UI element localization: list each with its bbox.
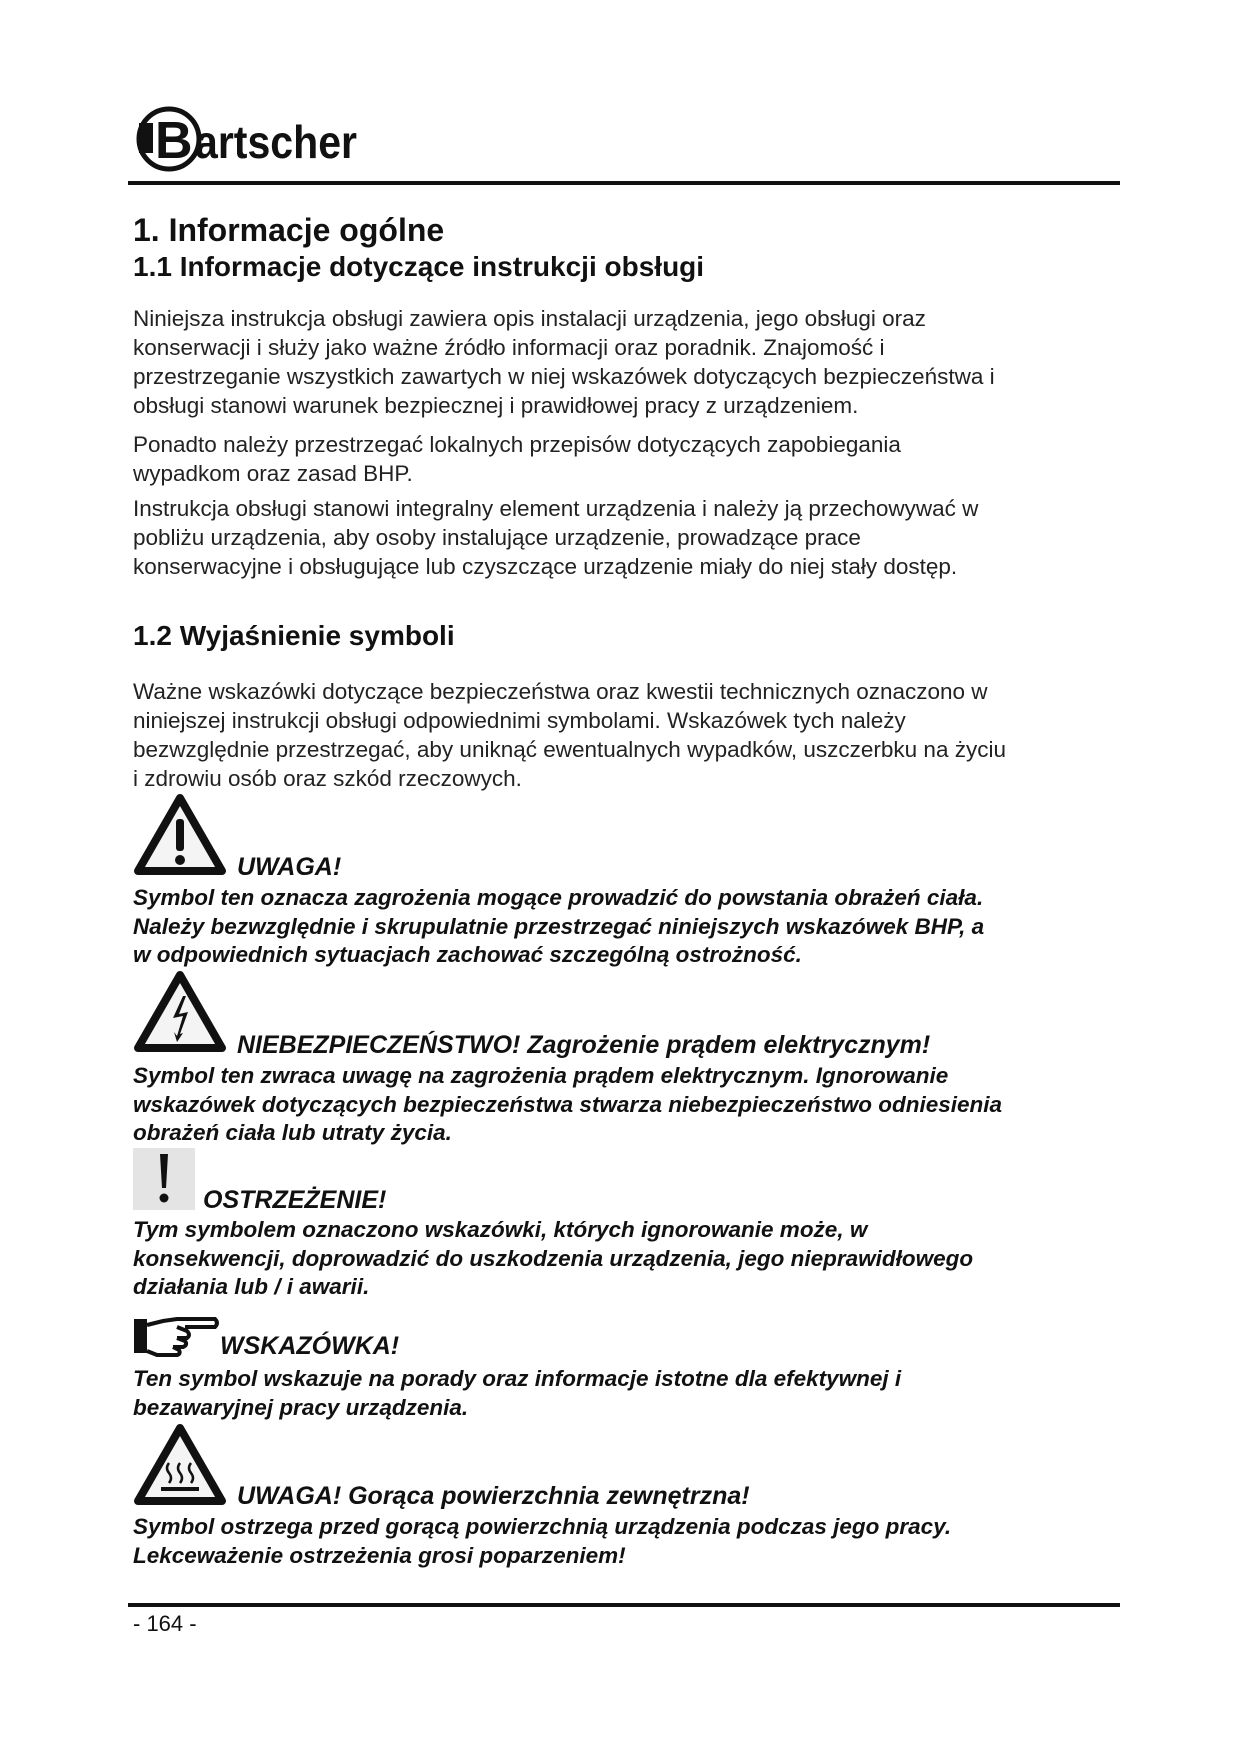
header-rule [128, 181, 1120, 185]
symbol-title: OSTRZEŻENIE! [203, 1186, 387, 1214]
text-line: Ważne wskazówki dotyczące bezpieczeństwa oraz kwestii technicznych oznaczono w [133, 679, 988, 704]
text-line: Ten symbol wskazuje na porady oraz informacje istotne dla efektywnej i [133, 1366, 902, 1391]
text-line: Należy bezwzględnie i skrupulatnie przestrzegać niniejszych wskazówek BHP, a [133, 913, 985, 939]
section-heading-1-1: 1.1 Informacje dotyczące instrukcji obsługi [133, 251, 705, 282]
text-line: w odpowiednich sytuacjach zachować szczególną ostrożność. [133, 942, 802, 967]
svg-text:B: B [155, 112, 193, 170]
text-line: i zdrowiu osób oraz szkód rzeczowych. [133, 766, 522, 791]
bartscher-logo [135, 103, 365, 180]
symbol-description [133, 1062, 1002, 1148]
page-title: 1. Informacje ogólne [133, 212, 445, 248]
text-line: przestrzeganie wszystkich zawartych w niej wskazówek dotyczących bezpieczeństwa i [133, 364, 995, 389]
symbol-title: UWAGA! Gorąca powierzchnia zewnętrzna! [237, 1482, 750, 1510]
symbol-title: NIEBEZPIECZEŃSTWO! Zagrożenie prądem elektrycznym! [237, 1031, 931, 1059]
text-line: konserwacyjne i obsługujące lub czyszczące urządzenie miały do niej stały dostęp. [133, 554, 958, 579]
text-line: wskazówek dotyczących bezpieczeństwa stwarza niebezpieczeństwo odniesienia [133, 1091, 1003, 1117]
text-line: Symbol ten oznacza zagrożenia mogące prowadzić do powstania obrażeń ciała. [133, 885, 984, 910]
text-line: Ponadto należy przestrzegać lokalnych przepisów dotyczących zapobiegania [133, 432, 901, 457]
hot-surface-icon [133, 1423, 227, 1512]
symbol-description [133, 1365, 901, 1422]
paragraph [133, 494, 978, 581]
symbol-description [133, 1513, 951, 1570]
text-line: Symbol ostrzega przed gorącą powierzchnią urządzenia podczas jego pracy. [133, 1514, 952, 1539]
text-line: Lekceważenie ostrzeżenia grosi poparzeniem! [133, 1542, 626, 1568]
text-line: obsługi stanowi warunek bezpiecznej i prawidłowej pracy z urządzeniem. [133, 393, 859, 418]
text-line: Symbol ten zwraca uwagę na zagrożenia prądem elektrycznym. Ignorowanie [133, 1063, 949, 1088]
warning-triangle-icon [133, 793, 227, 882]
text-line: niniejszej instrukcji obsługi odpowiednimi symbolami. Wskazówek tych należy [133, 708, 906, 733]
text-line: bezwzględnie przestrzegać, aby uniknąć ewentualnych wypadków, uszczerbku na życiu [133, 737, 1006, 762]
text-line: bezawaryjnej pracy urządzenia. [133, 1394, 469, 1420]
text-line: Niniejsza instrukcja obsługi zawiera opis instalacji urządzenia, jego obsługi oraz [133, 306, 926, 331]
page-number: - 164 - [133, 1611, 197, 1636]
text-line: obrażeń ciała lub utraty życia. [133, 1120, 452, 1145]
text-line: pobliżu urządzenia, aby osoby instalujące urządzenie, prowadzące prace [133, 525, 861, 550]
symbol-title: WSKAZÓWKA! [220, 1332, 400, 1360]
electric-hazard-icon [133, 970, 227, 1059]
paragraph [133, 304, 995, 420]
footer-rule [128, 1603, 1120, 1607]
section-heading-1-2: 1.2 Wyjaśnienie symboli [133, 620, 455, 651]
pointing-hand-icon [133, 1313, 221, 1364]
paragraph [133, 430, 901, 488]
text-line: konserwacji i służy jako ważne źródło informacji oraz poradnik. Znajomość i [133, 335, 885, 360]
symbol-description [133, 1216, 973, 1302]
text-line: konsekwencji, doprowadzić do uszkodzenia urządzenia, jego nieprawidłowego [133, 1245, 974, 1271]
svg-text:artscher: artscher [195, 116, 358, 168]
text-line: wypadkom oraz zasad BHP. [133, 461, 413, 486]
paragraph [133, 677, 1006, 793]
exclamation-icon [133, 1148, 195, 1215]
symbol-title: UWAGA! [237, 853, 342, 881]
text-line: działania lub / i awarii. [133, 1274, 370, 1299]
symbol-description [133, 884, 984, 970]
text-line: Instrukcja obsługi stanowi integralny element urządzenia i należy ją przechowywać w [133, 496, 979, 521]
text-line: Tym symbolem oznaczono wskazówki, których ignorowanie może, w [133, 1217, 868, 1242]
